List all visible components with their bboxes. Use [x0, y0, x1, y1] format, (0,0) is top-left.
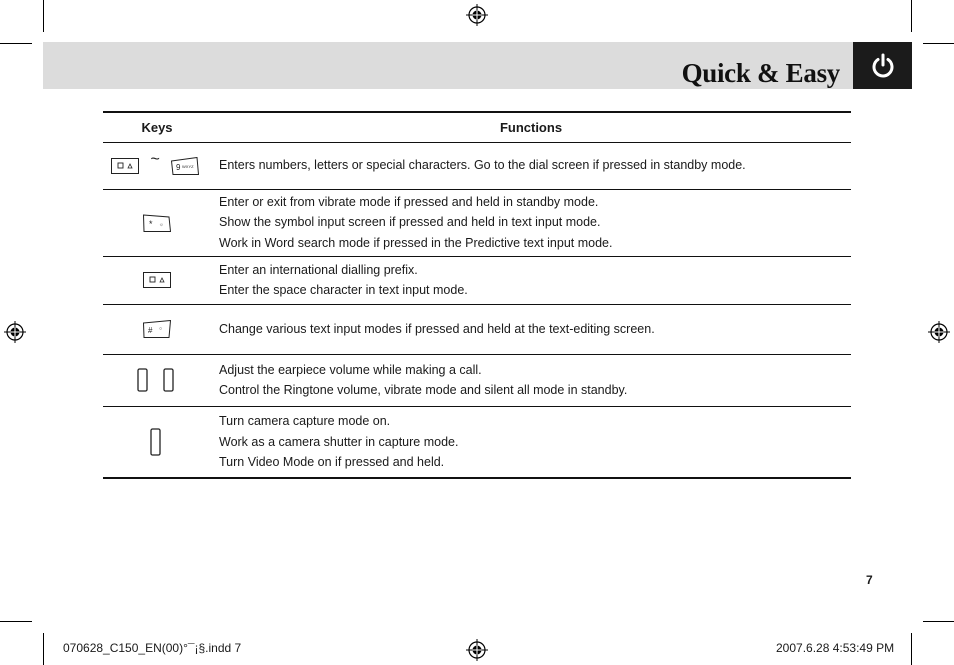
footer-timestamp: 2007.6.28 4:53:49 PM [776, 641, 895, 655]
key-cell [103, 142, 211, 189]
function-cell [211, 256, 851, 304]
key-range-separator: ~ [150, 150, 160, 168]
crop-mark-bottom-left-h [0, 621, 32, 622]
function-text: Change various text input modes if pressed and held at the text-editing screen. [219, 321, 655, 336]
function-cell [211, 406, 851, 478]
crop-mark-bottom-right-v [911, 633, 912, 665]
page-title: Quick & Easy [681, 58, 840, 88]
svg-text:☼: ☼ [159, 221, 164, 228]
crop-mark-bottom-left-v [43, 633, 44, 665]
footer-filename: 070628_C150_EN(00)°¯¡§.indd 7 [63, 641, 242, 655]
registration-mark-right-icon [928, 321, 950, 343]
table-header-row [103, 112, 851, 142]
function-text: Work in Word search mode if pressed in the Predictive text input mode. [219, 235, 613, 250]
registration-mark-left-icon [4, 321, 26, 343]
svg-text:○: ○ [159, 326, 163, 332]
header-icon-box [853, 42, 912, 89]
table-row [103, 354, 851, 406]
svg-text:WXYZ: WXYZ [182, 163, 194, 169]
crop-mark-top-left-v [43, 0, 44, 32]
svg-text:*: * [149, 218, 153, 229]
function-text: Enter an international dialling prefix. [219, 262, 418, 277]
svg-text:#: # [148, 326, 153, 335]
key-9-icon [171, 157, 199, 175]
key-cell [103, 406, 211, 478]
function-text: Enter the space character in text input mode. [219, 283, 468, 297]
table-row [103, 304, 851, 354]
table-row [103, 406, 851, 478]
function-text: Enters numbers, letters or special characters. Go to the dial screen if pressed in standby mode. [219, 158, 746, 173]
key-0-icon [111, 158, 139, 174]
crop-mark-bottom-right-h [923, 621, 954, 622]
function-cell [211, 142, 851, 189]
registration-mark-top-icon [466, 4, 488, 26]
crop-mark-top-right-v [911, 0, 912, 32]
table-row [103, 142, 851, 189]
key-cell [103, 354, 211, 406]
key-cell [103, 189, 211, 256]
key-0-icon [143, 272, 171, 288]
function-text: Adjust the earpiece volume while making a call. [219, 362, 482, 377]
table-row [103, 189, 851, 256]
crop-mark-top-left-h [0, 43, 32, 44]
registration-mark-bottom-icon [466, 639, 488, 661]
function-text: Turn Video Mode on if pressed and held. [219, 455, 445, 469]
function-cell [211, 189, 851, 256]
key-cell [103, 304, 211, 354]
volume-up-side-key-icon [137, 368, 148, 392]
function-cell [211, 304, 851, 354]
svg-text:9: 9 [176, 162, 181, 172]
key-cell [103, 256, 211, 304]
function-text: Show the symbol input screen if pressed and held in text input mode. [219, 215, 601, 230]
key-hash-icon [143, 320, 171, 338]
page-number: 7 [866, 573, 873, 587]
function-text: Work as a camera shutter in capture mode. [219, 434, 459, 449]
function-cell [211, 354, 851, 406]
crop-mark-top-right-h [923, 43, 954, 44]
table-row [103, 256, 851, 304]
key-star-icon [143, 214, 171, 232]
function-text: Turn camera capture mode on. [219, 414, 391, 428]
functions-column-header: Functions [211, 112, 851, 142]
volume-down-side-key-icon [163, 368, 174, 392]
keys-column-header: Keys [103, 112, 211, 142]
function-text: Control the Ringtone volume, vibrate mode and silent all mode in standby. [219, 383, 628, 397]
keys-functions-table [103, 111, 851, 479]
function-text: Enter or exit from vibrate mode if pressed and held in standby mode. [219, 194, 599, 209]
power-icon [869, 52, 897, 80]
camera-side-key-icon [150, 428, 161, 456]
